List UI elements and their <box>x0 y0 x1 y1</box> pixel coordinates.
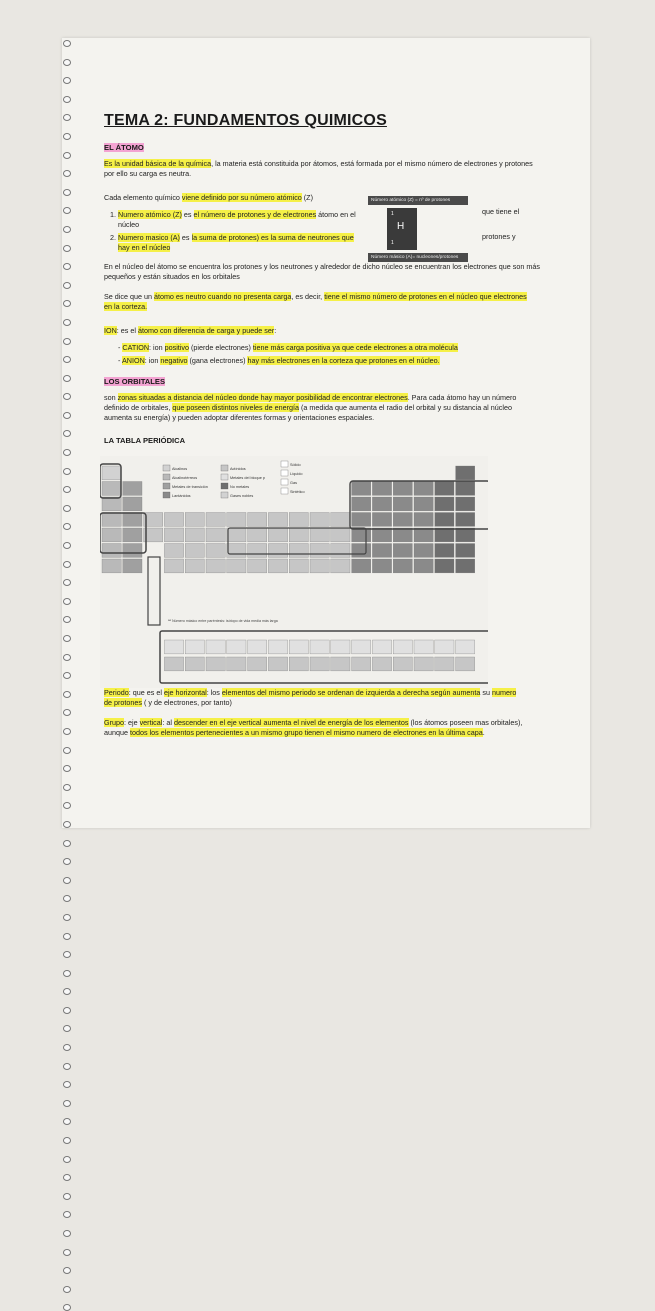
element-cell <box>435 482 454 496</box>
element-cell <box>372 544 391 558</box>
element-cell <box>435 544 454 558</box>
text: : los <box>206 688 222 697</box>
binder-holes <box>62 40 72 820</box>
highlight: zonas situadas a distancia del núcleo donde hay mayor posibilidad de encontrar electrones <box>117 393 408 402</box>
element-cell <box>372 559 391 573</box>
legend-label: Alcalinotérreos <box>172 476 198 480</box>
text: átomo en el núcleo <box>118 210 356 229</box>
element-cell <box>435 497 454 511</box>
element-cell <box>248 657 267 671</box>
element-cell <box>393 497 412 511</box>
ion-types-list <box>108 343 538 369</box>
element-cell <box>102 497 121 511</box>
element-cell <box>393 513 412 527</box>
text: es <box>181 210 194 219</box>
element-cell <box>268 528 287 542</box>
element-cell <box>206 657 225 671</box>
legend-label: Gas <box>290 481 297 485</box>
element-cell <box>206 559 225 573</box>
text: (a medida que aumenta el radio del orbital y su distancia al núcleo aumenta su energía) y pueden adoptar diferentes formas y orientaciones espaciales. <box>104 403 512 422</box>
element-cell <box>393 544 412 558</box>
element-cell <box>248 513 267 527</box>
text: : al <box>162 718 174 727</box>
element-cell <box>393 559 412 573</box>
element-cell <box>102 528 121 542</box>
element-cell <box>352 640 371 654</box>
heading-tabla: LA TABLA PERIÓDICA <box>104 436 186 445</box>
element-cell <box>456 482 475 496</box>
element-cell <box>268 544 287 558</box>
highlight: átomo es neutro cuando no presenta carga <box>153 292 292 301</box>
text: : eje <box>123 718 140 727</box>
element-cell <box>352 544 371 558</box>
list-item-cation <box>118 343 538 353</box>
text: : que es el <box>128 688 164 697</box>
element-cell <box>164 640 183 654</box>
element-cell <box>248 640 267 654</box>
legend-swatch <box>221 483 228 489</box>
element-cell <box>352 657 371 671</box>
element-cell <box>248 528 267 542</box>
element-cell <box>185 559 204 573</box>
element-cell <box>393 640 412 654</box>
element-cell <box>372 513 391 527</box>
text: , es decir, <box>291 292 325 301</box>
legend-swatch <box>221 492 228 498</box>
element-cell <box>456 497 475 511</box>
highlight: que poseen distintos niveles de energía <box>172 403 299 412</box>
atom-diagram <box>368 196 468 262</box>
element-cell <box>185 544 204 558</box>
element-cell <box>206 513 225 527</box>
text: . Para cada átomo hay un número definido de orbitales, <box>104 393 517 412</box>
element-cell <box>456 640 475 654</box>
element-cell <box>227 640 246 654</box>
legend-label: Actínidos <box>230 467 246 471</box>
element-cell <box>352 559 371 573</box>
element-cell <box>435 640 454 654</box>
text: , la materia está constituida por átomos, está formada por el mismo número de electrones y protones por ello su carga es neutra. <box>104 159 533 178</box>
element-cell <box>164 657 183 671</box>
text: : ion <box>149 343 165 352</box>
element-cell <box>372 497 391 511</box>
highlight: elementos del mismo periodo se ordenan de izquierda a derecha según aumenta <box>221 688 481 697</box>
highlight: ION <box>104 326 117 335</box>
text: Cada elemento químico <box>104 193 182 202</box>
element-cell <box>310 640 329 654</box>
element-cell <box>289 544 308 558</box>
element-cell <box>393 482 412 496</box>
definition-list <box>104 210 362 256</box>
highlight: la suma de protones) es la suma de neutrones que hay en el núcleo <box>118 233 354 252</box>
element-cell <box>289 528 308 542</box>
element-cell <box>268 559 287 573</box>
highlight: Es la unidad básica de la química <box>104 159 212 168</box>
paragraph-nucleo: En el núcleo del átomo se encuentra los protones y los neutrones y alrededor de dicho núcleo se encuentran los electrones que son más pequeños y están situados en los orbitales <box>104 262 540 281</box>
element-cell <box>123 482 142 496</box>
legend-swatch <box>221 474 228 480</box>
element-cell <box>310 513 329 527</box>
element-cell <box>206 528 225 542</box>
element-cell <box>123 559 142 573</box>
heading-atomo: EL ÁTOMO <box>104 143 144 152</box>
element-cell <box>227 513 246 527</box>
element-cell <box>331 544 350 558</box>
element-cell <box>456 559 475 573</box>
element-cell <box>331 657 350 671</box>
legend-swatch <box>163 483 170 489</box>
element-cell <box>248 559 267 573</box>
element-cell <box>435 528 454 542</box>
mass-number: 1 <box>391 240 394 246</box>
highlight: numero de protones <box>104 688 517 707</box>
element-cell <box>352 497 371 511</box>
highlight: viene definido por su número atómico <box>181 193 302 202</box>
highlight: el número de protones y de electrones <box>193 210 317 219</box>
highlight: Numero atómico (Z) <box>118 210 182 219</box>
element-cell <box>102 559 121 573</box>
element-cell <box>456 657 475 671</box>
legend-label: Lantánidos <box>172 494 191 498</box>
element-cell <box>331 559 350 573</box>
element-cell <box>372 482 391 496</box>
element-cell <box>372 640 391 654</box>
periodic-table-drawing <box>100 456 488 688</box>
periodic-table-image <box>100 456 488 688</box>
paragraph-periodo <box>104 688 524 708</box>
element-cell <box>310 528 329 542</box>
legend-swatch <box>281 470 288 476</box>
element-cell <box>164 559 183 573</box>
element-cell <box>227 544 246 558</box>
paragraph-ion <box>104 326 534 336</box>
element-cell <box>123 528 142 542</box>
paragraph-atomo-definition <box>104 159 540 179</box>
element-cell <box>227 559 246 573</box>
highlight: vertical <box>139 718 163 727</box>
text: (pierde electrones) <box>188 343 253 352</box>
legend-label: Sintético <box>290 490 305 494</box>
legend-label: No metales <box>230 485 250 489</box>
element-cell <box>372 528 391 542</box>
element-cell <box>414 513 433 527</box>
paragraph-grupo <box>104 718 534 738</box>
element-cell <box>268 640 287 654</box>
highlight: tiene el mismo número de protones en el núcleo que electrones en la corteza. <box>104 292 527 311</box>
list-item <box>118 233 362 253</box>
highlight: Numero masico (A) <box>118 233 180 242</box>
element-cell <box>456 528 475 542</box>
element-cell <box>268 513 287 527</box>
highlight: Periodo <box>104 688 129 697</box>
element-cell <box>435 513 454 527</box>
element-cell <box>456 513 475 527</box>
element-cell <box>435 657 454 671</box>
element-cell <box>185 528 204 542</box>
element-cell <box>331 640 350 654</box>
highlight: positivo <box>164 343 189 352</box>
text: . <box>482 728 485 737</box>
element-cell <box>414 482 433 496</box>
text: son <box>104 393 118 402</box>
legend-swatch <box>281 488 288 494</box>
element-cell <box>435 559 454 573</box>
element-cell <box>123 497 142 511</box>
element-cell <box>102 544 121 558</box>
element-cell <box>248 544 267 558</box>
highlight: todos los elementos pertenecientes a un mismo grupo tienen el mismo numero de electrones en la última capa <box>129 728 483 737</box>
element-cell <box>372 657 391 671</box>
element-cell <box>268 657 287 671</box>
legend-swatch <box>163 492 170 498</box>
highlight: átomo con diferencia de carga y puede ser <box>137 326 275 335</box>
element-cell <box>102 513 121 527</box>
element-cell <box>102 482 121 496</box>
list-item <box>118 210 362 230</box>
element-cell <box>310 544 329 558</box>
side-note-1: que tiene el <box>482 207 520 216</box>
element-cell <box>456 466 475 480</box>
element-cell <box>289 559 308 573</box>
element-cell <box>331 513 350 527</box>
element-cell <box>414 544 433 558</box>
mass-number-label: Número másico (A)= nucleones/protones <box>368 253 468 262</box>
element-cell <box>206 544 225 558</box>
heading-orbitales: LOS ORBITALES <box>104 377 166 386</box>
legend-swatch <box>281 479 288 485</box>
element-cell <box>352 513 371 527</box>
element-symbol: H <box>397 221 405 232</box>
atomic-number-label: Número atómico (Z) = nº de protones <box>368 196 468 205</box>
text: (los átomos poseen mas orbitales), aunque <box>104 718 523 737</box>
legend-label: Alcalinos <box>172 467 188 471</box>
legend-label: Metales de transición <box>172 485 208 489</box>
highlight: tiene más carga positiva ya que cede electrones a otra molécula <box>252 343 458 352</box>
element-cell <box>185 513 204 527</box>
element-cell <box>310 559 329 573</box>
element-cell <box>164 528 183 542</box>
legend-swatch <box>281 461 288 467</box>
legend-swatch <box>221 465 228 471</box>
text: Se dice que un <box>104 292 154 301</box>
legend-label: Sólido <box>290 463 301 467</box>
element-cell <box>185 657 204 671</box>
element-cell <box>414 640 433 654</box>
text: ( y de electrones, por tanto) <box>141 698 232 707</box>
highlight: ANION <box>122 356 145 365</box>
highlight: CATION <box>122 343 150 352</box>
highlight: eje horizontal <box>163 688 207 697</box>
side-note-2: protones y <box>482 232 516 241</box>
highlight: negativo <box>160 356 188 365</box>
element-cell <box>206 640 225 654</box>
element-cell <box>414 497 433 511</box>
text: (Z) <box>301 193 313 202</box>
element-cell <box>393 528 412 542</box>
legend-label: Líquido <box>290 472 303 476</box>
paragraph-numero-atomico <box>104 193 354 203</box>
paragraph-orbitales <box>104 393 540 423</box>
element-cell <box>289 513 308 527</box>
text: su <box>480 688 493 697</box>
text: es <box>179 233 192 242</box>
element-cell <box>164 544 183 558</box>
element-cell <box>123 544 142 558</box>
legend-swatch <box>163 465 170 471</box>
element-cell <box>331 528 350 542</box>
element-cell <box>164 513 183 527</box>
element-cell <box>289 640 308 654</box>
list-item-anion <box>118 356 538 366</box>
element-cell <box>289 657 308 671</box>
element-cell <box>227 528 246 542</box>
highlight: Grupo <box>104 718 124 727</box>
legend-label: Metales del bloque p <box>230 476 266 480</box>
element-cell <box>414 528 433 542</box>
element-cell <box>352 482 371 496</box>
element-cell <box>414 559 433 573</box>
text: (gana electrones) <box>187 356 248 365</box>
highlight: descender en el eje vertical aumenta el nivel de energía de los elementos <box>173 718 409 727</box>
element-cell <box>456 544 475 558</box>
element-cell <box>227 657 246 671</box>
element-cell <box>352 528 371 542</box>
element-cell <box>123 513 142 527</box>
text: : ion <box>144 356 161 365</box>
highlight: hay más electrones en la corteza que protones en el núcleo. <box>247 356 440 365</box>
element-cell <box>393 657 412 671</box>
page-title: TEMA 2: FUNDAMENTOS QUIMICOS <box>104 112 387 129</box>
atomic-number: 1 <box>391 211 394 217</box>
element-cell <box>414 657 433 671</box>
paragraph-atomo-neutro <box>104 292 534 312</box>
text: : es el <box>116 326 138 335</box>
element-cell <box>310 657 329 671</box>
element-square <box>387 208 417 250</box>
legend-swatch <box>163 474 170 480</box>
element-cell <box>185 640 204 654</box>
legend-label: Gases nobles <box>230 494 254 498</box>
text: : <box>274 326 277 335</box>
notebook-page <box>62 38 590 828</box>
element-cell <box>102 466 121 480</box>
table-note: ᵃʷ Número másico entre paréntesis: isótopo de vida media más larga <box>168 619 278 623</box>
